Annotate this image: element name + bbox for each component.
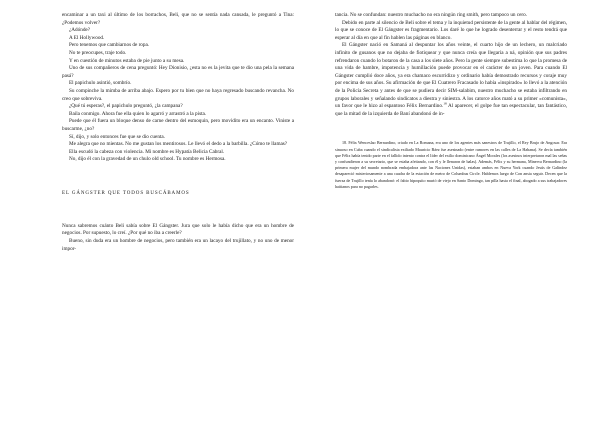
- paragraph-text: Baila conmigo. Ahora fue ella quien lo agarró y arrastró a la pista.: [69, 110, 207, 117]
- paragraph: [62, 141, 294, 149]
- left-page: [62, 12, 294, 422]
- paragraph-text: encaminar a un taxi al último de los borrachos, Beli, que no se sentía nada cansada, le preguntó a Tina: ¿Podemos volver?: [62, 12, 294, 26]
- paragraph-text: Y en cuestión de minutos estaba de pie junto a su mesa.: [69, 57, 185, 64]
- footnote-ref[interactable]: 18: [443, 101, 447, 106]
- paragraph: [62, 27, 294, 35]
- paragraph-text: Me alegra que no mientas. No me gustan los mentirosos. Le llevó el dedo a la barbilla. ¿Cómo te llamas?: [69, 141, 288, 148]
- paragraph-text: Su compinche la mimba de arriba abajo. Espero por tu bien que no haya regresado buscando revancha. No creo que sobreviva.: [62, 87, 294, 102]
- paragraph-text: No te preocupes, traje todo.: [69, 49, 127, 56]
- paragraph: [62, 118, 294, 133]
- paragraph-text: Ella escudó la cabeza con violencia. Mi nombre es Hypatía Belicia Cabral.: [69, 148, 225, 155]
- paragraph-text: El papichulo asintió, sombrío.: [69, 80, 132, 87]
- paragraph-text: Pero tenemos que cambiarnos de ropa.: [69, 42, 150, 49]
- paragraph: [62, 58, 294, 66]
- paragraph-text: ¿Qué tú esperas?, el papichulo preguntó, ¿la campana?: [69, 103, 183, 110]
- paragraph-text: El Gángster nació en Samaná al despuntar los años veinte, el cuarto hijo de un lechero, un malcriado infinito de gusanos que no dejaba de fiotiquear y que nunca creía que llegaría a ná, opinión que sus padres refrendaron cuando lo botaron de la casa a los siete años. Pero la gente siempre subestima lo que la promesa de una vida de hambre, impotencia y humillación puede provocar en el carácter de un joven. Para cuando El Gángster cumplió doce años, ya era chamaco escurridizo y ordinario había demostrado recursos y coraje muy por encima de sus años. Su afirmación de que El Cuatrero Fracasado lo había «inspirado» lo llevó a la atención de la Policía Secreta y antes de que se pudiera decir SIM-salabim, nuestro muchacho se estaba infiltrando en grupos laborales y señalando sindicatos a diestra y siniestra. A los catorce años mató a su primer «comunista», un favor que le hizo al espantoso Félix Bernardino.: [335, 42, 567, 110]
- paragraph: [335, 20, 567, 43]
- paragraph: [62, 149, 294, 157]
- paragraph: [62, 50, 294, 58]
- paragraph-text: ¿Adónde?: [69, 27, 91, 34]
- right-page-body: [335, 12, 567, 118]
- right-page: [335, 12, 567, 422]
- paragraph: [62, 223, 294, 238]
- section-heading: EL GÁNGSTER QUE TODOS BUSCÁBAMOS: [62, 190, 190, 196]
- paragraph: [62, 42, 294, 50]
- paragraph: [62, 80, 294, 88]
- paragraph: [335, 42, 567, 118]
- paragraph-text: Nunca sabremos cuánto Beli sabía sobre El Gángster. Jura que solo le había dicho que era un hombre de negocios. Por supuesto, lo creí. ¿Por qué no iba a creerle?: [62, 222, 294, 237]
- paragraph-text: Sí, dijo, y solo entonces fue que se dio cuenta.: [69, 133, 165, 140]
- paragraph-tail: Al aparecer, el golpe fue tan espectacular, tan fantástico, que la mitad de la izquierda de Baní abandonó de in-: [335, 103, 568, 117]
- left-page-body: [62, 12, 294, 164]
- paragraph-text: tancia. No se confundan: nuestro muchacho no era ningún ring smith, pero tampoco un cero.: [335, 12, 528, 18]
- paragraph-text: A El Hollywood.: [69, 34, 105, 41]
- section-body: [62, 223, 294, 253]
- paragraph: [335, 12, 567, 20]
- paragraph-text: No, dijo él con la gravedad de un chulo old school. Tu nombre es Hermosa.: [69, 156, 226, 163]
- paragraph: [62, 12, 294, 27]
- footnote-18: 18. Félix Wenceslao Bernardino, criado en La Romana, era uno de los agentes más sanestros de Trujillo, el Rey Brujo de Angosar. Era sinuoso en Cuba cuando el sindicalista exiliado Mauricio Báez fue asesinado (entre rumores en las calles de La Habana). Se decía también que Félix había tenido parte en el fallido intento contra el líder del exilio dominicano Ángel Morales (los asesinos interpretaron mal las señas y confundieron a su secretario, que se estaba afeitando, con él y le llenaron de balas). Además, Félix y su hermana, Minerva Bernardino (la primera mujer del mundo nombrada embajadora ante las Naciones Unidas), estaban ambos en Nueva York cuando Jesús de Galíndez desapareció misteriosamente a una cuadra de la estación de metro de Columbus Circle. Hablemos luego de Con ansia seguir. Decen que la fuerza de Trujillo tenía lo abandonó: el fabio hipoquito murió de viejo en Santo Domingo, tan pilla hasta el final, abogado a sus trabajadores haitianos para no pagarles.: [335, 140, 567, 189]
- paragraph-text: Puede que él fuera un bloque denso de carne dentro del esmoquin, pero movidito era un encanto. Viniste a buscarme, ¿no?: [62, 118, 294, 132]
- paragraph: [62, 134, 294, 142]
- paragraph: [62, 35, 294, 43]
- paragraph: [62, 88, 294, 103]
- paragraph-text: Uno de sus compañeros de cena preguntó: Hey Dionisio, ¿esta no es la jevita que te dio una pela la semana pasá?: [62, 65, 294, 79]
- paragraph: [62, 156, 294, 164]
- paragraph: [62, 103, 294, 111]
- paragraph: [62, 238, 294, 253]
- paragraph-text: Debido en parte al silencio de Beli sobre el tema y la inquietud persistente de la gente al hablar del régimen, lo que se conoce de El Gángster es fragmentario. Los daré lo que he logrado desenterrar y el resto tendrá que esperar al día en que al fin hablen las páginas en blanco.: [335, 19, 567, 41]
- paragraph: [62, 65, 294, 80]
- paragraph-text: Bueno, sin duda era un hombre de negocios, pero también era un lacayo del trujillato, y no uno de menor impor-: [62, 238, 294, 252]
